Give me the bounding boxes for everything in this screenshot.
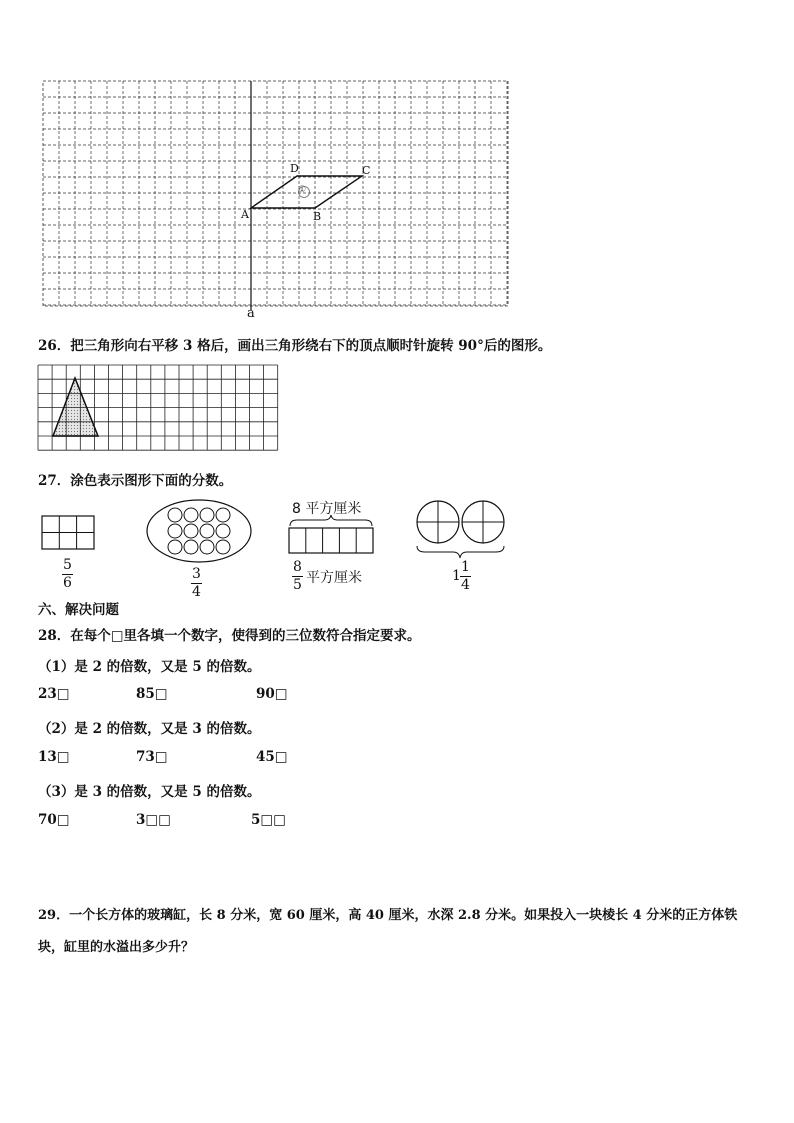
small-circle (216, 540, 230, 554)
q28-part3-label: （3）是 3 的倍数，又是 5 的倍数。 (38, 784, 261, 800)
fraction-3-4: 3 4 (192, 566, 201, 600)
shaded-triangle (53, 378, 98, 436)
axis-label-a: a (247, 306, 255, 321)
shape-label-1: ① (298, 185, 307, 195)
point-label-d: D (290, 162, 299, 175)
ellipse-circles-figure (145, 498, 253, 564)
q28-part2-item2[interactable]: 73□ (136, 749, 168, 765)
small-circle (168, 508, 182, 522)
q28-part2-item3[interactable]: 45□ (256, 749, 288, 765)
question-29-line1: 29．一个长方体的玻璃缸，长 8 分米，宽 60 厘米，高 40 厘米，水深 2.8 分米。如果投入一块棱长 4 分米的正方体铁 (38, 908, 738, 923)
parallelogram-abcd (251, 176, 362, 208)
small-circle (168, 540, 182, 554)
fraction-1-4: 1 4 (461, 559, 470, 593)
small-circle (184, 508, 198, 522)
q28-part1-item3[interactable]: 90□ (256, 686, 288, 702)
question-29-line2: 块，缸里的水溢出多少升？ (38, 940, 195, 955)
fraction-5-6: 5 6 (63, 557, 72, 591)
q28-part2-item1[interactable]: 13□ (38, 749, 70, 765)
section-6-heading: 六、解决问题 (38, 602, 119, 618)
point-label-a: A (241, 208, 249, 221)
small-circle (200, 540, 214, 554)
question-26: 26．把三角形向右平移 3 格后，画出三角形绕右下的顶点顺时针旋转 90°后的图形。 (38, 338, 552, 354)
q28-part1-item2[interactable]: 85□ (136, 686, 168, 702)
q28-part3-item1[interactable]: 70□ (38, 812, 70, 828)
small-circle (168, 524, 182, 538)
point-label-b: B (313, 210, 322, 223)
q28-part2-label: （2）是 2 的倍数，又是 3 的倍数。 (38, 721, 261, 737)
grid-figure-parallelogram (40, 78, 512, 320)
small-circle (184, 524, 198, 538)
strip-figure (287, 514, 377, 554)
small-circle (200, 524, 214, 538)
q28-part1-label: （1）是 2 的倍数，又是 5 的倍数。 (38, 659, 261, 675)
q28-part1-item1[interactable]: 23□ (38, 686, 70, 702)
point-label-c: C (362, 164, 371, 177)
rectangle-grid-figure (41, 515, 97, 551)
question-28: 28．在每个□里各填一个数字，使得到的三位数符合指定要求。 (38, 628, 421, 644)
two-circles-figure (413, 497, 509, 561)
fraction-8-5: 8 5 (293, 559, 302, 593)
small-circle (200, 508, 214, 522)
small-circle (216, 524, 230, 538)
q28-part3-item3[interactable]: 5□□ (251, 812, 286, 828)
question-27: 27．涂色表示图形下面的分数。 (38, 473, 233, 489)
grid-figure-triangle (37, 364, 281, 452)
small-circle (216, 508, 230, 522)
area-unit-label: 平方厘米 (306, 570, 362, 586)
area-label-8: 8 平方厘米 (292, 501, 362, 517)
q28-part3-item2[interactable]: 3□□ (136, 812, 171, 828)
mixed-number-whole: 1 (452, 568, 461, 584)
small-circle (184, 540, 198, 554)
